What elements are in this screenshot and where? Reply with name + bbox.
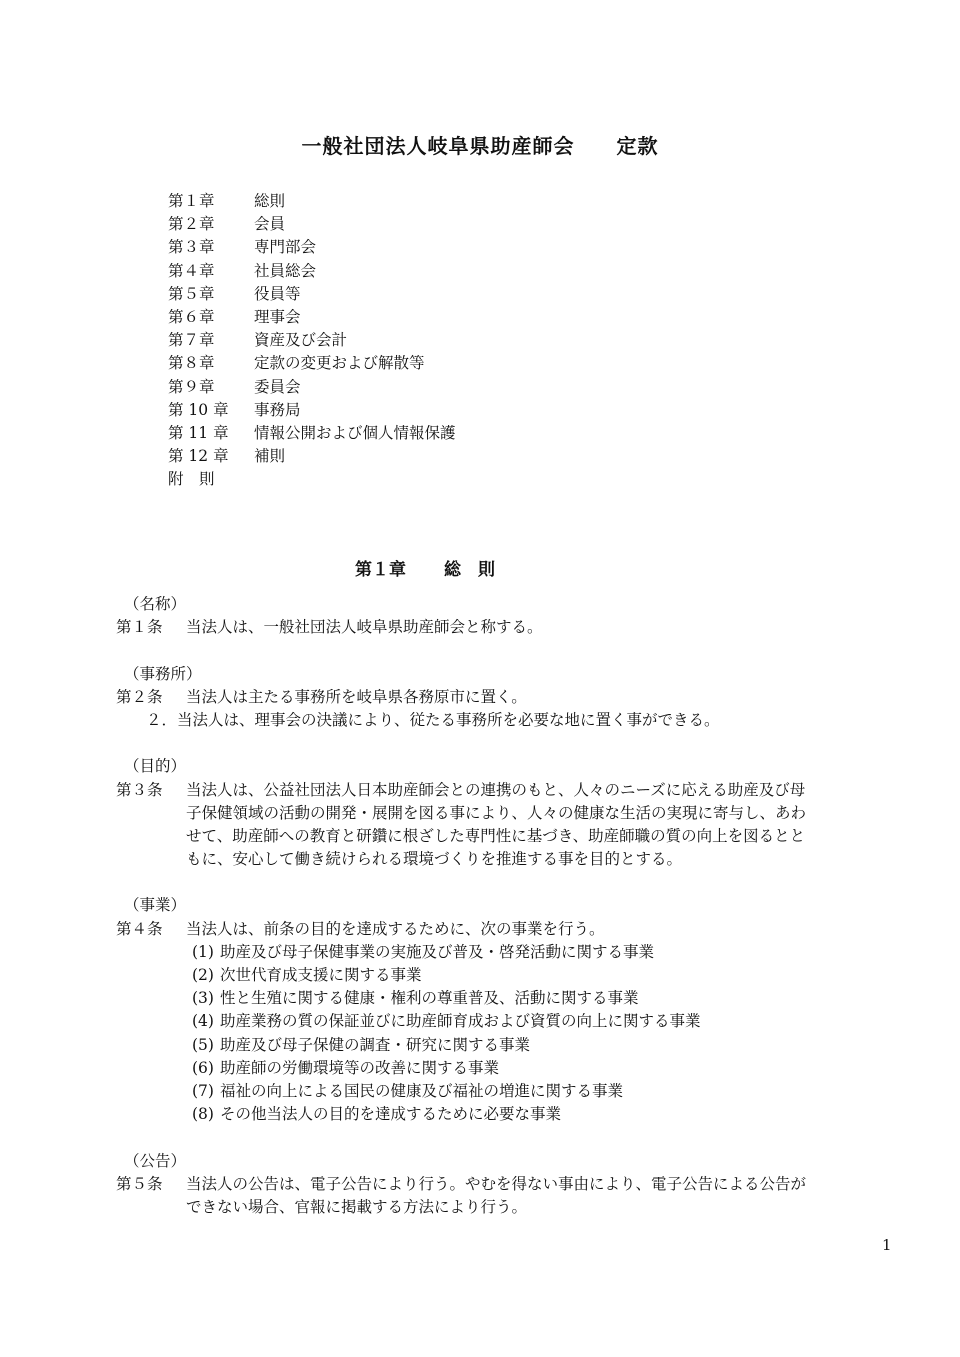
article-number: 第５条 — [116, 1174, 163, 1193]
toc-chapter-number: 第５章 — [168, 284, 215, 303]
toc-chapter-label: 情報公開および個人情報保護 — [254, 423, 456, 442]
toc-chapter-number: 第 10 章 — [168, 400, 229, 419]
article-heading: （名称） — [124, 595, 187, 613]
article-text-line: もに、安心して働き続けられる環境づくりを推進する事を目的とする。 — [186, 850, 683, 869]
toc-chapter-number: 第１章 — [168, 192, 215, 210]
list-item-number: (2) — [192, 966, 214, 984]
page-number: 1 — [882, 1236, 892, 1254]
list-item — [116, 964, 896, 987]
article-heading: （公告） — [124, 1151, 187, 1170]
article-paragraph: ２．当法人は、理事会の決議により、従たる事務所を必要な地に置く事ができる。 — [146, 710, 720, 729]
toc-item — [168, 260, 456, 283]
list-item — [116, 1057, 896, 1080]
toc-chapter-number: 第６章 — [168, 307, 215, 326]
toc-chapter-label: 総則 — [254, 192, 286, 210]
list-item — [116, 941, 896, 964]
toc-chapter-label: 会員 — [254, 215, 286, 234]
toc-chapter-number: 第 12 章 — [168, 447, 229, 466]
list-item — [116, 987, 896, 1010]
toc-chapter-label: 事務局 — [254, 400, 301, 419]
article-number: 第２条 — [116, 687, 163, 706]
list-item-number: (7) — [192, 1081, 214, 1100]
toc-item — [168, 445, 456, 468]
toc-chapter-label: 補則 — [254, 447, 286, 466]
toc-chapter-label: 専門部会 — [254, 238, 317, 257]
toc-chapter-number: 第７章 — [168, 331, 215, 350]
toc-chapter-label: 定款の変更および解散等 — [254, 354, 425, 373]
toc-chapter-label: 理事会 — [254, 307, 301, 326]
toc-chapter-number: 第８章 — [168, 354, 215, 373]
list-item-number: (4) — [192, 1012, 214, 1031]
article-text: 当法人は、一般社団法人岐阜県助産師会と称する。 — [186, 618, 543, 637]
list-item-number: (6) — [192, 1058, 214, 1077]
toc-item — [168, 399, 456, 422]
list-item — [116, 1034, 896, 1057]
list-item — [116, 1010, 896, 1033]
toc-item — [168, 422, 456, 445]
toc-item — [168, 283, 456, 306]
toc-item — [168, 236, 456, 259]
article-text-line: 子保健領域の活動の開発・展開を図る事により、人々の健康な生活の実現に寄与し、あわ — [186, 803, 807, 822]
chapter-name: 総 則 — [444, 560, 495, 580]
article-4 — [116, 918, 896, 941]
list-item-text: 次世代育成支援に関する事業 — [220, 966, 422, 984]
article-heading: （事務所） — [124, 664, 202, 683]
article-3 — [116, 779, 896, 872]
chapter-heading — [0, 555, 850, 580]
toc-item — [168, 376, 456, 399]
toc-chapter-number: 第３章 — [168, 238, 215, 257]
toc-item — [168, 352, 456, 375]
article-1 — [116, 616, 896, 639]
list-item-number: (1) — [192, 942, 214, 961]
toc-chapter-label: 資産及び会計 — [254, 331, 348, 350]
article-text: 当法人は主たる事務所を岐阜県各務原市に置く。 — [186, 687, 527, 706]
toc-item — [168, 306, 456, 329]
article-text-line: できない場合、官報に掲載する方法により行う。 — [186, 1197, 528, 1216]
article-text-line: せて、助産師への教育と研鑽に根ざした専門性に基づき、助産師職の質の向上を図るとと — [186, 826, 806, 845]
list-item-number: (3) — [192, 989, 214, 1008]
toc-item — [168, 190, 456, 213]
article-2 — [116, 686, 896, 709]
toc-item — [168, 213, 456, 236]
list-item-text: 助産及び母子保健の調査・研究に関する事業 — [220, 1035, 531, 1054]
toc-chapter-label: 委員会 — [254, 377, 301, 396]
article-text-line: 当法人は、公益社団法人日本助産師会との連携のもと、人々のニーズに応える助産及び母 — [186, 780, 806, 799]
list-item-text: 福祉の向上による国民の健康及び福祉の増進に関する事業 — [220, 1081, 624, 1100]
toc-chapter-number: 第２章 — [168, 215, 215, 234]
list-item-text: 性と生殖に関する健康・権利の尊重普及、活動に関する事業 — [220, 989, 639, 1008]
toc-chapter-number: 第 11 章 — [168, 423, 229, 442]
article-number: 第１条 — [116, 618, 163, 637]
article-heading: （事業） — [124, 896, 187, 915]
toc-chapter-label: 役員等 — [254, 284, 301, 303]
articles-body — [116, 593, 896, 1219]
list-item — [116, 1103, 896, 1126]
article-number: 第４条 — [116, 919, 163, 938]
list-item — [116, 1080, 896, 1103]
article-text-line: 当法人の公告は、電子公告により行う。やむを得ない事由により、電子公告による公告が — [186, 1174, 807, 1193]
toc-chapter-label: 社員総会 — [254, 261, 317, 280]
list-item-text: その他当法人の目的を達成するために必要な事業 — [220, 1105, 562, 1124]
list-item-number: (5) — [192, 1035, 214, 1054]
toc-item — [168, 468, 456, 491]
article-number: 第３条 — [116, 780, 163, 799]
page-title: 一般社団法人岐阜県助産師会 定款 — [301, 134, 659, 158]
toc-chapter-number: 第９章 — [168, 377, 215, 396]
article-text: 当法人は、前条の目的を達成するために、次の事業を行う。 — [186, 919, 605, 938]
chapter-number: 第１章 — [355, 560, 406, 580]
list-item-number: (8) — [192, 1105, 214, 1124]
list-item-text: 助産及び母子保健事業の実施及び普及・啓発活動に関する事業 — [220, 942, 655, 961]
toc-item — [168, 329, 456, 352]
toc-supplementary-provisions: 附 則 — [168, 470, 215, 489]
toc-chapter-number: 第４章 — [168, 261, 215, 280]
list-item-text: 助産業務の質の保証並びに助産師育成および資質の向上に関する事業 — [220, 1012, 701, 1031]
article-5 — [116, 1173, 896, 1219]
article-heading: （目的） — [124, 757, 187, 776]
table-of-contents — [168, 190, 456, 491]
list-item-text: 助産師の労働環境等の改善に関する事業 — [220, 1058, 500, 1077]
